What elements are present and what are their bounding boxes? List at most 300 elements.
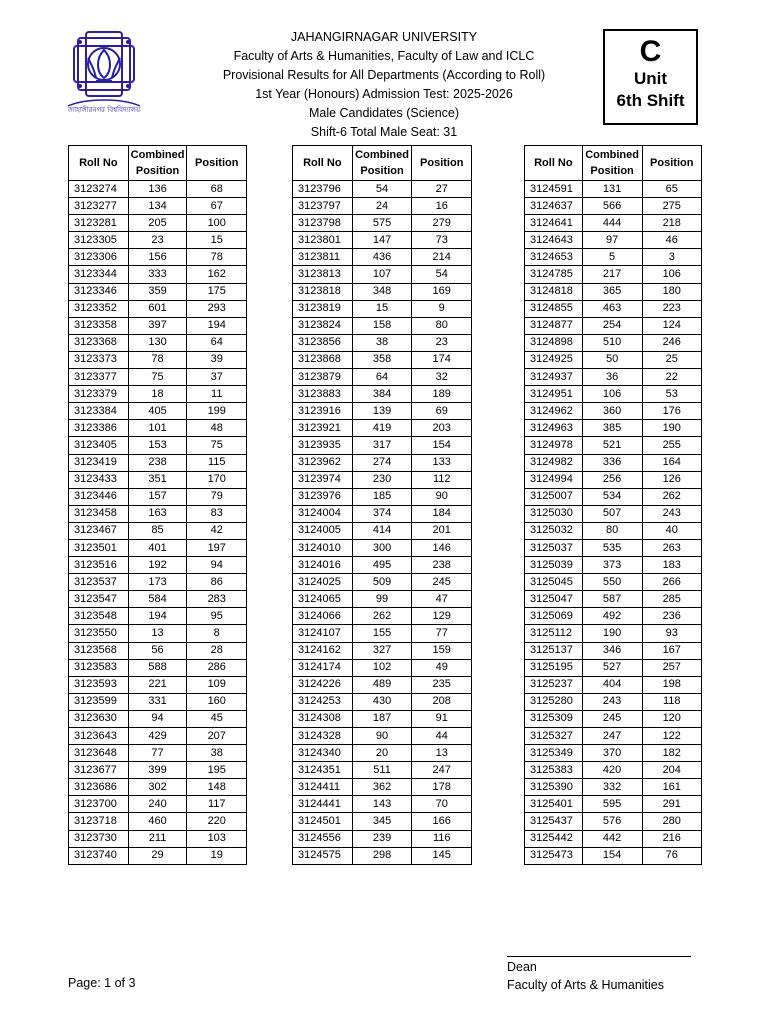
roll-no-cell: 3125383: [525, 762, 583, 779]
table-row: [69, 334, 247, 351]
roll-no-cell: 3124575: [293, 847, 353, 864]
roll-no-cell: 3125349: [525, 745, 583, 762]
combined-position-cell: 54: [352, 181, 412, 198]
position-cell: 170: [187, 471, 247, 488]
roll-no-cell: 3123677: [69, 762, 129, 779]
roll-no-cell: 3124877: [525, 317, 583, 334]
position-header: Position: [642, 146, 702, 181]
roll-no-cell: 3125032: [525, 522, 583, 539]
position-cell: 48: [187, 420, 247, 437]
position-cell: 204: [642, 762, 702, 779]
roll-no-cell: 3125309: [525, 710, 583, 727]
combined-position-cell: 444: [582, 215, 642, 232]
roll-no-cell: 3124994: [525, 471, 583, 488]
position-cell: 32: [412, 369, 472, 386]
roll-no-cell: 3123818: [293, 283, 353, 300]
roll-no-cell: 3123630: [69, 710, 129, 727]
roll-no-cell: 3123797: [293, 198, 353, 215]
position-cell: 103: [187, 830, 247, 847]
combined-position-cell: 245: [582, 710, 642, 727]
combined-position-cell: 511: [352, 762, 412, 779]
combined-position-cell: 370: [582, 745, 642, 762]
combined-position-cell: 588: [128, 659, 187, 676]
combined-position-cell: 29: [128, 847, 187, 864]
position-cell: 214: [412, 249, 472, 266]
roll-no-cell: 3125437: [525, 813, 583, 830]
position-cell: 169: [412, 283, 472, 300]
roll-no-cell: 3124328: [293, 728, 353, 745]
table-row: [525, 386, 702, 403]
roll-no-cell: 3124951: [525, 386, 583, 403]
table-row: [69, 659, 247, 676]
position-cell: 263: [642, 539, 702, 556]
table-row: [293, 693, 472, 710]
position-cell: 118: [642, 693, 702, 710]
table-row: [293, 574, 472, 591]
combined-position-cell: 56: [128, 642, 187, 659]
position-cell: 247: [412, 762, 472, 779]
table-row: [293, 454, 472, 471]
position-cell: 286: [187, 659, 247, 676]
combined-position-cell: 420: [582, 762, 642, 779]
combined-position-cell: 185: [352, 488, 412, 505]
roll-no-header: Roll No: [69, 146, 129, 181]
combined-position-cell: 75: [128, 369, 187, 386]
roll-no-cell: 3125195: [525, 659, 583, 676]
position-cell: 199: [187, 403, 247, 420]
roll-no-cell: 3123516: [69, 557, 129, 574]
table-row: [69, 300, 247, 317]
roll-no-cell: 3125045: [525, 574, 583, 591]
table-row: [293, 403, 472, 420]
roll-no-cell: 3124785: [525, 266, 583, 283]
combined-position-cell: 13: [128, 625, 187, 642]
combined-position-cell: 243: [582, 693, 642, 710]
table-row: [293, 300, 472, 317]
roll-no-cell: 3125007: [525, 488, 583, 505]
combined-position-cell: 217: [582, 266, 642, 283]
roll-no-cell: 3124963: [525, 420, 583, 437]
position-cell: 275: [642, 198, 702, 215]
table-row: [293, 437, 472, 454]
combined-position-cell: 362: [352, 779, 412, 796]
roll-no-cell: 3123352: [69, 300, 129, 317]
position-cell: 28: [187, 642, 247, 659]
table-row: [525, 266, 702, 283]
table-row: [69, 420, 247, 437]
roll-no-cell: 3124016: [293, 557, 353, 574]
faculty-line: Faculty of Arts & Humanities, Faculty of Law and ICLC: [233, 49, 535, 63]
results-table-2: [292, 145, 472, 865]
table-row: [69, 283, 247, 300]
combined-position-cell: 348: [352, 283, 412, 300]
roll-no-cell: 3123879: [293, 369, 353, 386]
table-row: [293, 181, 472, 198]
table-row: [293, 625, 472, 642]
combined-position-cell: 102: [352, 659, 412, 676]
combined-position-cell: 302: [128, 779, 187, 796]
table-row: [69, 813, 247, 830]
table-row: [525, 334, 702, 351]
combined-position-cell: 576: [582, 813, 642, 830]
position-cell: 16: [412, 198, 472, 215]
combined-position-cell: 192: [128, 557, 187, 574]
roll-no-cell: 3124556: [293, 830, 353, 847]
roll-no-cell: 3123305: [69, 232, 129, 249]
roll-no-cell: 3124351: [293, 762, 353, 779]
position-cell: 40: [642, 522, 702, 539]
position-cell: 49: [412, 659, 472, 676]
combined-position-cell: 139: [352, 403, 412, 420]
combined-position-cell: 495: [352, 557, 412, 574]
roll-no-cell: 3123583: [69, 659, 129, 676]
combined-position-cell: 332: [582, 779, 642, 796]
combined-position-cell: 85: [128, 522, 187, 539]
combined-position-cell: 404: [582, 676, 642, 693]
combined-position-cell: 419: [352, 420, 412, 437]
position-cell: 145: [412, 847, 472, 864]
position-cell: 203: [412, 420, 472, 437]
position-cell: 245: [412, 574, 472, 591]
roll-no-cell: 3123643: [69, 728, 129, 745]
combined-position-cell: 300: [352, 539, 412, 556]
table-row: [293, 283, 472, 300]
position-cell: 154: [412, 437, 472, 454]
roll-no-cell: 3125237: [525, 676, 583, 693]
roll-no-cell: 3124004: [293, 505, 353, 522]
roll-no-cell: 3123730: [69, 830, 129, 847]
position-cell: 216: [642, 830, 702, 847]
combined-position-cell: 157: [128, 488, 187, 505]
table-row: [525, 728, 702, 745]
combined-position-cell: 331: [128, 693, 187, 710]
table-row: [525, 283, 702, 300]
position-cell: 65: [642, 181, 702, 198]
position-cell: 190: [642, 420, 702, 437]
table-row: [525, 403, 702, 420]
combined-position-cell: 521: [582, 437, 642, 454]
roll-no-cell: 3123368: [69, 334, 129, 351]
position-cell: 45: [187, 710, 247, 727]
roll-no-cell: 3124978: [525, 437, 583, 454]
table-row: [293, 591, 472, 608]
combined-position-cell: 601: [128, 300, 187, 317]
position-cell: 73: [412, 232, 472, 249]
table-row: [69, 591, 247, 608]
roll-no-cell: 3123379: [69, 386, 129, 403]
results-line: Provisional Results for All Departments (According to Roll): [222, 68, 546, 82]
table-row: [293, 813, 472, 830]
roll-no-cell: 3123796: [293, 181, 353, 198]
table-row: [293, 676, 472, 693]
table-row: [525, 539, 702, 556]
roll-no-cell: 3124591: [525, 181, 583, 198]
roll-no-cell: 3124065: [293, 591, 353, 608]
combined-position-cell: 336: [582, 454, 642, 471]
position-cell: 23: [412, 334, 472, 351]
position-cell: 9: [412, 300, 472, 317]
combined-position-cell: 566: [582, 198, 642, 215]
combined-position-cell: 405: [128, 403, 187, 420]
table-row: [525, 847, 702, 864]
position-cell: 109: [187, 676, 247, 693]
position-cell: 117: [187, 796, 247, 813]
combined-position-cell: 527: [582, 659, 642, 676]
position-cell: 79: [187, 488, 247, 505]
combined-position-cell: 317: [352, 437, 412, 454]
position-cell: 174: [412, 351, 472, 368]
roll-no-cell: 3125039: [525, 557, 583, 574]
table-row: [293, 471, 472, 488]
roll-no-cell: 3123819: [293, 300, 353, 317]
position-cell: 47: [412, 591, 472, 608]
table-row: [69, 539, 247, 556]
table-row: [293, 369, 472, 386]
logo-text: জাহাঙ্গীরনগর বিশ্ববিদ্যালয়: [67, 106, 141, 114]
table-row: [293, 215, 472, 232]
roll-no-cell: 3123501: [69, 539, 129, 556]
position-cell: 194: [187, 317, 247, 334]
combined-position-cell: 163: [128, 505, 187, 522]
combined-position-cell: 346: [582, 642, 642, 659]
roll-no-cell: 3123358: [69, 317, 129, 334]
table-row: [293, 420, 472, 437]
position-cell: 236: [642, 608, 702, 625]
combined-position-cell: 351: [128, 471, 187, 488]
table-row: [69, 557, 247, 574]
roll-no-cell: 3124653: [525, 249, 583, 266]
position-cell: 243: [642, 505, 702, 522]
position-cell: 164: [642, 454, 702, 471]
roll-no-cell: 3123377: [69, 369, 129, 386]
table-row: [525, 215, 702, 232]
table-header-row: [293, 146, 472, 181]
table-header-row: [525, 146, 702, 181]
position-cell: 106: [642, 266, 702, 283]
combined-position-cell: 101: [128, 420, 187, 437]
roll-no-cell: 3124411: [293, 779, 353, 796]
table-row: [69, 608, 247, 625]
combined-position-cell: 50: [582, 351, 642, 368]
roll-no-cell: 3123547: [69, 591, 129, 608]
roll-no-cell: 3123801: [293, 232, 353, 249]
shift-line: Shift-6 Total Male Seat: 31: [310, 125, 458, 139]
shift-label: 6th Shift: [616, 91, 685, 110]
roll-no-cell: 3124962: [525, 403, 583, 420]
position-cell: 8: [187, 625, 247, 642]
table-row: [525, 522, 702, 539]
roll-no-cell: 3123446: [69, 488, 129, 505]
roll-no-cell: 3125280: [525, 693, 583, 710]
table-row: [525, 676, 702, 693]
roll-no-cell: 3123274: [69, 181, 129, 198]
position-cell: 94: [187, 557, 247, 574]
combined-position-cell: 221: [128, 676, 187, 693]
position-cell: 68: [187, 181, 247, 198]
table-row: [69, 830, 247, 847]
combined-position-cell: 77: [128, 745, 187, 762]
table-row: [69, 317, 247, 334]
combined-position-cell: 154: [582, 847, 642, 864]
position-cell: 178: [412, 779, 472, 796]
roll-no-header: Roll No: [293, 146, 353, 181]
roll-no-cell: 3123648: [69, 745, 129, 762]
combined-position-cell: 414: [352, 522, 412, 539]
table-row: [525, 762, 702, 779]
combined-position-cell: 327: [352, 642, 412, 659]
combined-position-cell: 575: [352, 215, 412, 232]
position-cell: 129: [412, 608, 472, 625]
position-cell: 189: [412, 386, 472, 403]
roll-no-cell: 3125047: [525, 591, 583, 608]
combined-position-cell: 107: [352, 266, 412, 283]
roll-no-cell: 3123344: [69, 266, 129, 283]
results-table-1: [68, 145, 247, 865]
position-cell: 86: [187, 574, 247, 591]
roll-no-cell: 3123718: [69, 813, 129, 830]
position-cell: 13: [412, 745, 472, 762]
combined-position-cell: 94: [128, 710, 187, 727]
combined-position-cell: 365: [582, 283, 642, 300]
combined-position-cell: 134: [128, 198, 187, 215]
position-cell: 67: [187, 198, 247, 215]
position-cell: 167: [642, 642, 702, 659]
table-row: [525, 454, 702, 471]
table-row: [293, 522, 472, 539]
table-row: [69, 386, 247, 403]
table-row: [293, 557, 472, 574]
table-row: [293, 830, 472, 847]
roll-no-cell: 3124925: [525, 351, 583, 368]
table-row: [293, 488, 472, 505]
combined-position-cell: 436: [352, 249, 412, 266]
roll-no-cell: 3123700: [69, 796, 129, 813]
table-row: [293, 728, 472, 745]
position-cell: 195: [187, 762, 247, 779]
position-cell: 133: [412, 454, 472, 471]
table-row: [69, 266, 247, 283]
combined-position-cell: 239: [352, 830, 412, 847]
position-cell: 124: [642, 317, 702, 334]
position-cell: 38: [187, 745, 247, 762]
roll-no-cell: 3123921: [293, 420, 353, 437]
combined-position-cell: 463: [582, 300, 642, 317]
position-cell: 176: [642, 403, 702, 420]
position-cell: 201: [412, 522, 472, 539]
combined-position-cell: 429: [128, 728, 187, 745]
table-row: [525, 181, 702, 198]
position-cell: 180: [642, 283, 702, 300]
position-cell: 283: [187, 591, 247, 608]
roll-no-cell: 3125112: [525, 625, 583, 642]
roll-no-cell: 3124340: [293, 745, 353, 762]
roll-no-cell: 3123868: [293, 351, 353, 368]
table-row: [525, 745, 702, 762]
combined-position-cell: 155: [352, 625, 412, 642]
dean-signature-block: [507, 958, 664, 994]
table-row: [525, 796, 702, 813]
combined-position-cell: 211: [128, 830, 187, 847]
position-cell: 146: [412, 539, 472, 556]
roll-no-cell: 3124005: [293, 522, 353, 539]
combined-position-cell: 595: [582, 796, 642, 813]
table-row: [525, 232, 702, 249]
roll-no-cell: 3123883: [293, 386, 353, 403]
roll-no-cell: 3123386: [69, 420, 129, 437]
position-cell: 46: [642, 232, 702, 249]
roll-no-cell: 3123593: [69, 676, 129, 693]
position-cell: 11: [187, 386, 247, 403]
table-row: [293, 386, 472, 403]
roll-no-cell: 3123458: [69, 505, 129, 522]
table-row: [525, 659, 702, 676]
position-cell: 279: [412, 215, 472, 232]
dean-title: Dean: [507, 960, 537, 974]
table-row: [69, 232, 247, 249]
position-cell: 25: [642, 351, 702, 368]
table-row: [69, 505, 247, 522]
position-cell: 83: [187, 505, 247, 522]
roll-no-cell: 3123935: [293, 437, 353, 454]
table-row: [69, 625, 247, 642]
roll-no-cell: 3124066: [293, 608, 353, 625]
roll-no-cell: 3123916: [293, 403, 353, 420]
table-row: [293, 762, 472, 779]
position-cell: 246: [642, 334, 702, 351]
position-cell: 15: [187, 232, 247, 249]
combined-position-cell: 274: [352, 454, 412, 471]
combined-position-cell: 262: [352, 608, 412, 625]
position-cell: 77: [412, 625, 472, 642]
roll-no-cell: 3124818: [525, 283, 583, 300]
combined-position-cell: 20: [352, 745, 412, 762]
combined-position-cell: 359: [128, 283, 187, 300]
combined-position-cell: 99: [352, 591, 412, 608]
position-cell: 159: [412, 642, 472, 659]
table-row: [69, 796, 247, 813]
roll-no-header: Roll No: [525, 146, 583, 181]
combined-position-cell: 194: [128, 608, 187, 625]
combined-position-cell: 36: [582, 369, 642, 386]
position-cell: 70: [412, 796, 472, 813]
position-cell: 3: [642, 249, 702, 266]
table-row: [69, 710, 247, 727]
table-row: [69, 249, 247, 266]
roll-no-cell: 3123976: [293, 488, 353, 505]
position-cell: 90: [412, 488, 472, 505]
roll-no-cell: 3123277: [69, 198, 129, 215]
roll-no-cell: 3123740: [69, 847, 129, 864]
position-cell: 162: [187, 266, 247, 283]
combined-position-cell: 509: [352, 574, 412, 591]
roll-no-cell: 3124643: [525, 232, 583, 249]
roll-no-cell: 3123798: [293, 215, 353, 232]
results-table-3: [524, 145, 702, 865]
combined-position-header: Combined Position: [582, 146, 642, 181]
roll-no-cell: 3123346: [69, 283, 129, 300]
position-cell: 80: [412, 317, 472, 334]
table-row: [525, 351, 702, 368]
table-row: [525, 437, 702, 454]
combined-position-cell: 385: [582, 420, 642, 437]
combined-position-cell: 240: [128, 796, 187, 813]
combined-position-cell: 584: [128, 591, 187, 608]
roll-no-cell: 3123813: [293, 266, 353, 283]
roll-no-cell: 3124937: [525, 369, 583, 386]
roll-no-cell: 3124010: [293, 539, 353, 556]
table-row: [69, 215, 247, 232]
position-cell: 22: [642, 369, 702, 386]
